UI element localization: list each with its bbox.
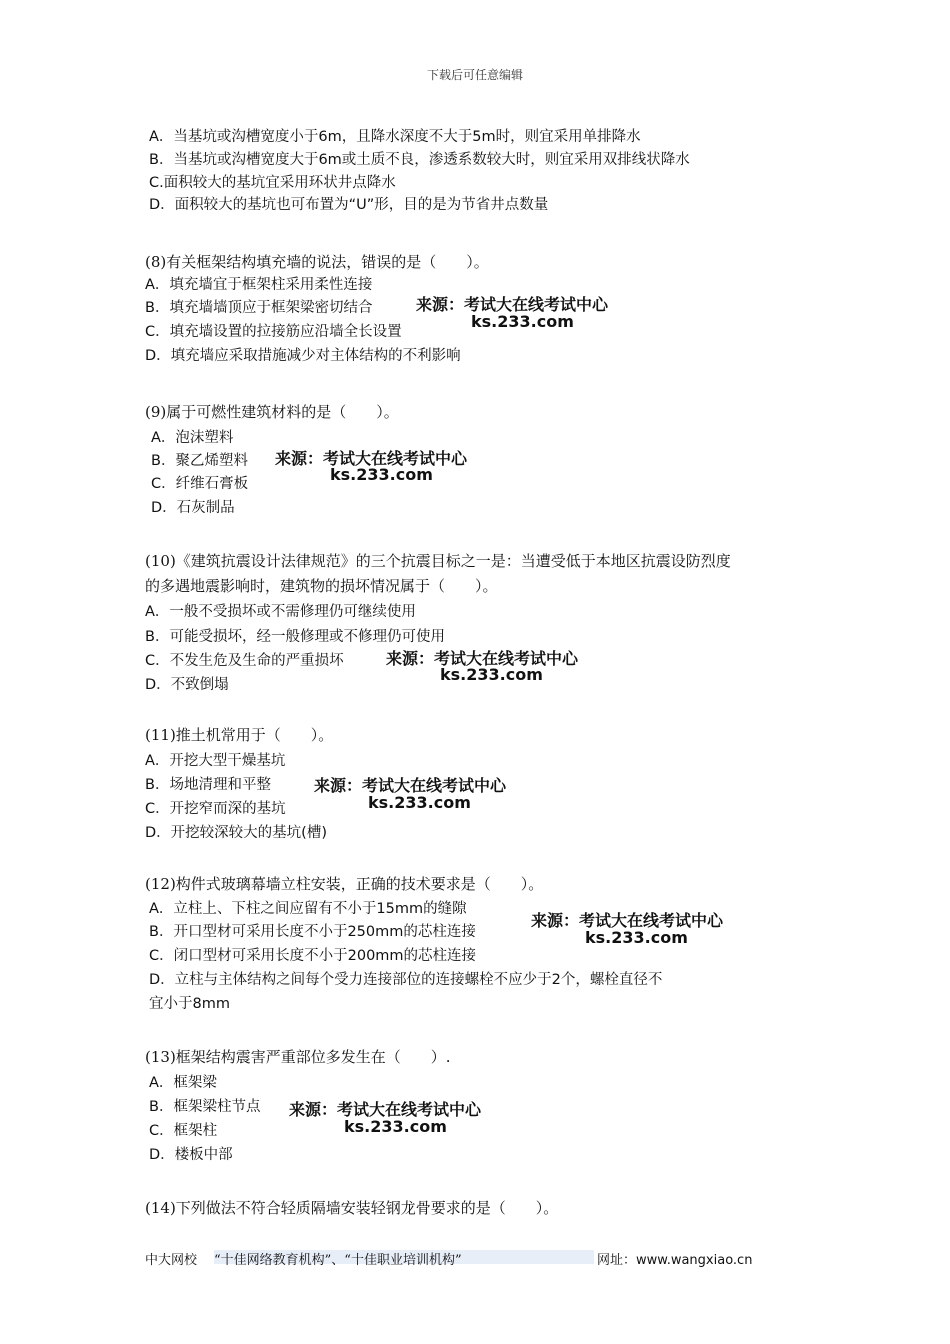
question-13: (13)框架结构震害严重部位多发生在（ ）. <box>145 1048 451 1066</box>
option-a: A．当基坑或沟槽宽度小于6m，且降水深度不大于5m时，则宜采用单排降水 <box>149 129 641 145</box>
q12-option-d: D．立柱与主体结构之间每个受力连接部位的连接螺栓不应少于2个，螺栓直径不 <box>149 972 663 988</box>
q12-option-d-continued: 宜小于8mm <box>149 996 230 1012</box>
watermark-source: 来源：考试大在线考试中心 <box>275 449 468 468</box>
footer-slogan: “十佳网络教育机构”、“十佳职业培训机构” <box>214 1253 462 1268</box>
q12-option-b: B．开口型材可采用长度不小于250mm的芯柱连接 <box>149 924 476 940</box>
watermark-source: 来源：考试大在线考试中心 <box>289 1100 482 1119</box>
watermark-url: ks.233.com <box>344 1117 447 1136</box>
option-d: D．面积较大的基坑也可布置为“U”形，目的是为节省井点数量 <box>149 197 549 213</box>
q11-option-d: D．开挖较深较大的基坑(槽) <box>145 825 327 841</box>
watermark-url: ks.233.com <box>471 312 574 331</box>
q9-option-c: C．纤维石膏板 <box>151 476 249 492</box>
q8-option-c: C．填充墙设置的拉接筋应沿墙全长设置 <box>145 324 402 340</box>
q10-option-c: C．不发生危及生命的严重损坏 <box>145 653 344 669</box>
q8-option-a: A．填充墙宜于框架柱采用柔性连接 <box>145 277 373 293</box>
q11-option-b: B．场地清理和平整 <box>145 777 271 793</box>
watermark-url: ks.233.com <box>440 665 543 684</box>
q13-option-b: B．框架梁柱节点 <box>149 1099 261 1115</box>
q10-option-d: D．不致倒塌 <box>145 677 229 693</box>
q9-option-d: D．石灰制品 <box>151 500 235 516</box>
q8-option-d: D．填充墙应采取措施减少对主体结构的不利影响 <box>145 348 461 364</box>
page-header: 下载后可任意编辑 <box>426 68 523 82</box>
question-9: (9)属于可燃性建筑材料的是（ ）。 <box>145 403 399 421</box>
q11-option-a: A．开挖大型干燥基坑 <box>145 753 286 769</box>
question-11: (11)推土机常用于（ ）。 <box>145 726 334 744</box>
watermark-url: ks.233.com <box>585 928 688 947</box>
q10-option-b: B．可能受损坏，经一般修理或不修理仍可使用 <box>145 629 445 645</box>
watermark-url: ks.233.com <box>330 465 433 484</box>
question-14: (14)下列做法不符合轻质隔墙安装轻钢龙骨要求的是（ ）。 <box>145 1199 559 1217</box>
q13-option-c: C．框架柱 <box>149 1123 218 1139</box>
q10-option-a: A．一般不受损坏或不需修理仍可继续使用 <box>145 604 416 620</box>
question-8: (8)有关框架结构填充墙的说法，错误的是（ ）。 <box>145 253 489 271</box>
q12-option-a: A．立柱上、下柱之间应留有不小于15mm的缝隙 <box>149 901 467 917</box>
q13-option-a: A．框架梁 <box>149 1075 217 1091</box>
q12-option-c: C．闭口型材可采用长度不小于200mm的芯柱连接 <box>149 948 477 964</box>
q13-option-d: D．楼板中部 <box>149 1147 233 1163</box>
watermark-source: 来源：考试大在线考试中心 <box>386 649 579 668</box>
option-c: C.面积较大的基坑宜采用环状井点降水 <box>149 175 396 191</box>
q8-option-b: B．填充墙墙顶应于框架梁密切结合 <box>145 300 373 316</box>
footer-school: 中大网校 <box>145 1253 198 1268</box>
question-10-line2: 的多遇地震影响时，建筑物的损坏情况属于（ ）。 <box>145 577 498 595</box>
watermark-source: 来源：考试大在线考试中心 <box>314 776 507 795</box>
question-12: (12)构件式玻璃幕墙立柱安装，正确的技术要求是（ ）。 <box>145 875 544 893</box>
q9-option-b: B．聚乙烯塑料 <box>151 453 248 469</box>
footer-website[interactable]: 网址：www.wangxiao.cn <box>597 1253 753 1268</box>
q9-option-a: A．泡沫塑料 <box>151 430 234 446</box>
q11-option-c: C．开挖窄而深的基坑 <box>145 801 286 817</box>
option-b: B．当基坑或沟槽宽度大于6m或土质不良，渗透系数较大时，则宜采用双排线状降水 <box>149 152 690 168</box>
watermark-source: 来源：考试大在线考试中心 <box>531 911 724 930</box>
watermark-url: ks.233.com <box>368 793 471 812</box>
watermark-source: 来源：考试大在线考试中心 <box>416 295 609 314</box>
question-10-line1: (10)《建筑抗震设计法律规范》的三个抗震目标之一是：当遭受低于本地区抗震设防烈度 <box>145 552 731 570</box>
